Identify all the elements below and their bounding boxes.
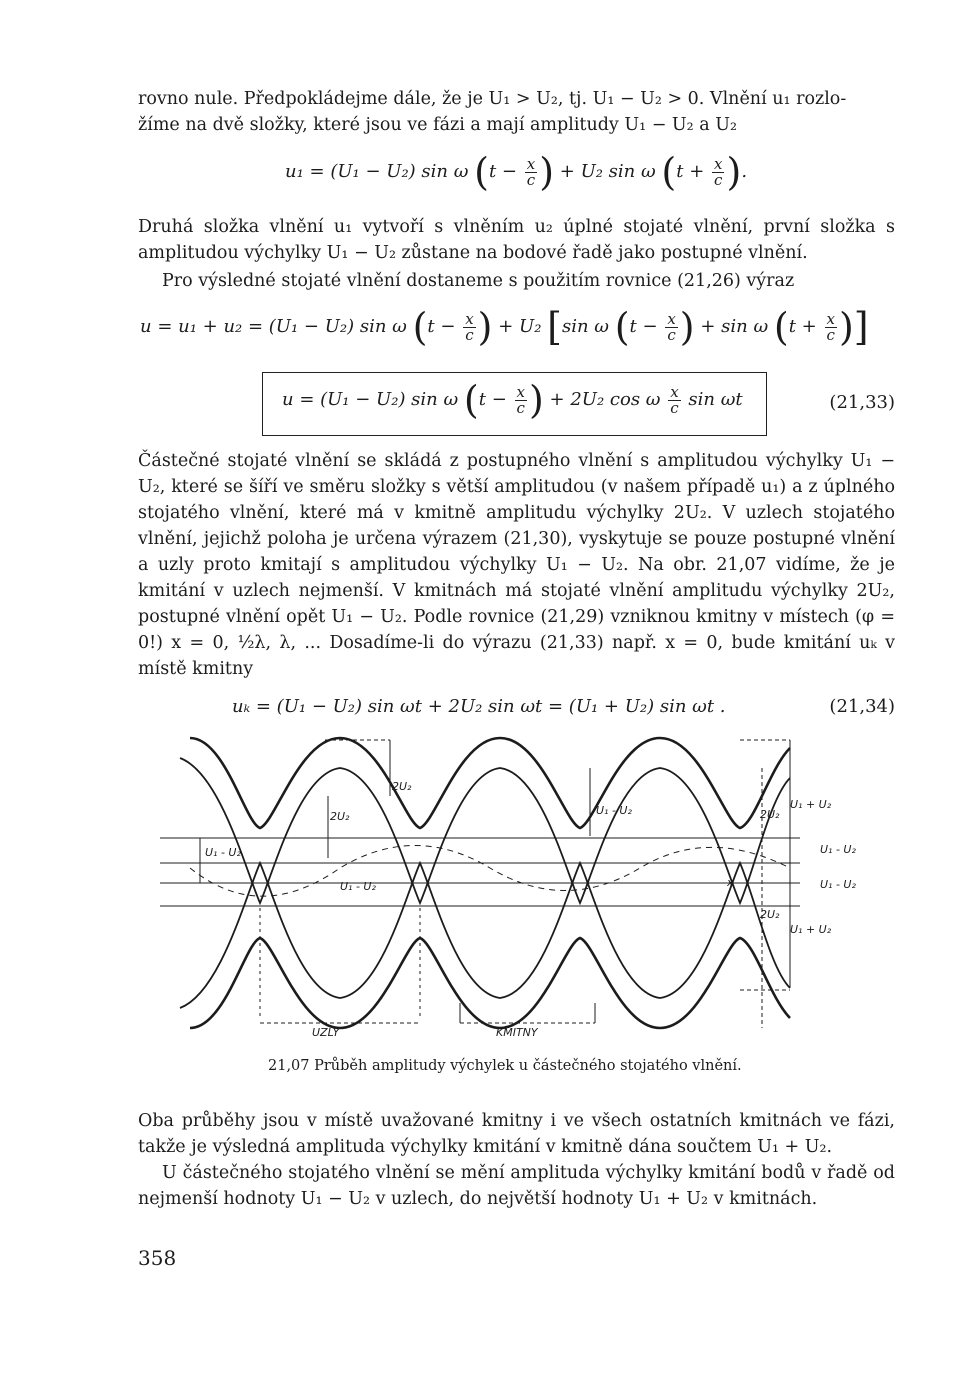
label-u1-minus-u2-right-2: U₁ - U₂ <box>820 878 856 891</box>
page-number: 358 <box>138 1246 177 1270</box>
fraction-x-c: $\frac{x}{c}$ <box>667 309 676 344</box>
equation-4: uₖ = (U₁ − U₂) sin ωt + 2U₂ sin ωt = (U₁ + U₂) sin ωt . <box>232 696 726 717</box>
label-uzly: UZLY <box>312 1026 340 1039</box>
upper-envelope-inner <box>180 758 790 903</box>
travelling-wave-dashed <box>190 846 790 897</box>
label-u1-plus-u2-right-top: U₁ + U₂ <box>790 798 832 811</box>
paragraph-amplitude-range: U částečného stojatého vlnění se mění amplituda výchylky kmitání bodů v řadě od nejmenší hodnoty U₁ − U₂ v uzlech, do největší hodnoty U₁ + U₂ v kmitnách. <box>138 1163 895 1209</box>
fraction-x-c: $\frac{x}{c}$ <box>714 154 723 189</box>
fraction-x-c: $\frac{x}{c}$ <box>670 382 679 417</box>
label-2u2-mid: 2U₂ <box>330 810 350 823</box>
figure-21-07 <box>150 728 880 1048</box>
fraction-x-c: $\frac{x}{c}$ <box>526 154 536 189</box>
intro-line-2: žíme na dvě složky, které jsou ve fázi a mají amplitudy U₁ − U₂ a U₂ <box>138 115 738 135</box>
paragraph-intro <box>138 86 895 138</box>
fraction-x-c: $\frac{x}{c}$ <box>826 309 835 344</box>
paragraph-resulting-wave: Pro výsledné stojaté vlnění dostaneme s použitím rovnice (21,26) výraz <box>162 271 795 291</box>
label-2u2-right-bottom: 2U₂ <box>760 908 780 921</box>
equation-1: u₁ = (U₁ − U₂) sin ω (t − $\frac{x}{c}$ ) + U₂ sin ω (t + $\frac{x}{c}$ ). <box>285 150 748 194</box>
label-2u2-right-top: 2U₂ <box>760 808 780 821</box>
label-u1-u2-peak: U₁ - U₂ <box>596 804 632 817</box>
label-u1-minus-u2-left: U₁ - U₂ <box>205 846 241 859</box>
equation-number-21-34: (21,34) <box>829 696 895 717</box>
paragraph-phase: Oba průběhy jsou v místě uvažované kmitny i ve všech ostatních kmitnách ve fázi, takže je výsledná amplituda výchylky kmitání v kmitně dána součtem U₁ + U₂. <box>138 1111 895 1157</box>
label-u1-u2-center: U₁ - U₂ <box>340 880 376 893</box>
equation-2: u = u₁ + u₂ = (U₁ − U₂) sin ω (t − $\frac{x}{c}$ ) + U₂ [sin ω (t − $\frac{x}{c}$ ) + sin ω (t + $\frac{x}{c}$ )] <box>140 305 869 349</box>
label-x-axis: x <box>727 876 734 889</box>
fraction-x-c: $\frac{x}{c}$ <box>516 382 525 417</box>
intro-line-1: rovno nule. Předpokládejme dále, že je U₁ > U₂, tj. U₁ − U₂ > 0. Vlnění u₁ rozlo- <box>138 89 847 109</box>
label-kmitny: KMITNY <box>496 1026 538 1039</box>
lower-envelope-inner <box>180 863 790 1008</box>
equation-3: u = (U₁ − U₂) sin ω (t − $\frac{x}{c}$ ) + 2U₂ cos ω $\frac{x}{c}$ sin ωt <box>282 378 743 422</box>
equation-number-21-33: (21,33) <box>829 392 895 413</box>
label-u1-plus-u2-right-bottom: U₁ + U₂ <box>790 923 832 936</box>
fraction-x-c: $\frac{x}{c}$ <box>465 309 474 344</box>
label-2u2-top: 2U₂ <box>392 780 412 793</box>
figure-caption: 21,07 Průběh amplitudy výchylek u částečného stojatého vlnění. <box>268 1058 742 1074</box>
lower-envelope-outer <box>190 938 790 1028</box>
paragraph-partial-standing-wave: Částečné stojaté vlnění se skládá z postupného vlnění s amplitudou výchylky U₁ − U₂, které se šíří ve směru složky s větší amplitudou (v našem případě u₁) a z úplného stojatého vlnění, které má v kmitně amplitudu výchylky 2U₂. V uzlech stojatého vlnění, jejichž poloha je určena výrazem (21,30), vyskytuje se pouze postupné vlnění a uzly proto kmitají s amplitudou výchylky U₁ − U₂. Na obr. 21,07 vidíme, že je kmitání v uzlech nejmenší. V kmitnách má stojaté vlnění amplitudu výchylky 2U₂, postupné vlnění opět U₁ − U₂. Podle rovnice (21,29) vzniknou kmitny v místech (φ = 0!) x = 0, ½λ, λ, ... Dosadíme-li do výrazu (21,33) např. x = 0, bude kmitání uₖ v místě kmitny <box>138 451 895 679</box>
label-u1-minus-u2-right: U₁ - U₂ <box>820 843 856 856</box>
upper-envelope-outer <box>190 738 790 828</box>
paragraph-second-component: Druhá složka vlnění u₁ vytvoří s vlněním u₂ úplné stojaté vlnění, první složka s amplitudou výchylky U₁ − U₂ zůstane na bodové řadě jako postupné vlnění. <box>138 217 895 263</box>
